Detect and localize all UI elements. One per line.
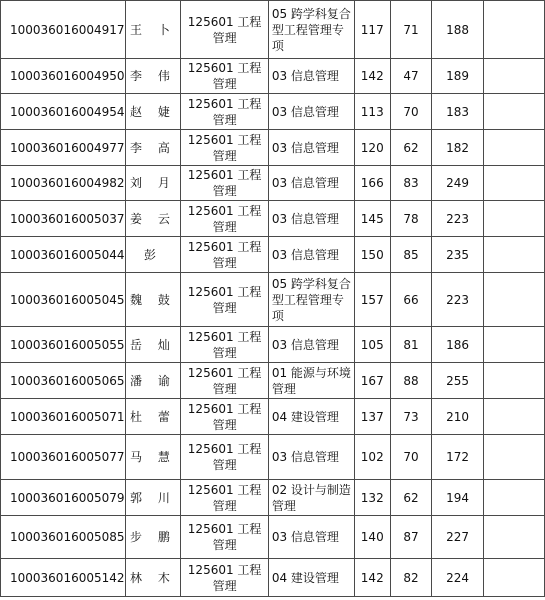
table-row (1, 480, 545, 516)
score-1: 167 (354, 363, 390, 399)
total-score: 189 (432, 59, 484, 94)
table-row (1, 399, 545, 435)
empty-cell (483, 201, 544, 237)
table-row (1, 130, 545, 166)
empty-cell (483, 399, 544, 435)
candidate-id: 100036016005079 (1, 480, 126, 516)
major: 125601 工程管理 (181, 327, 268, 363)
empty-cell (483, 1, 544, 59)
major: 125601 工程管理 (181, 166, 268, 201)
score-1: 157 (354, 273, 390, 327)
table-row (1, 516, 545, 559)
score-1: 166 (354, 166, 390, 201)
score-2: 62 (390, 130, 432, 166)
candidate-id: 100036016005044 (1, 237, 126, 273)
candidate-id: 100036016005085 (1, 516, 126, 559)
total-score: 183 (432, 94, 484, 130)
empty-cell (483, 166, 544, 201)
total-score: 223 (432, 201, 484, 237)
empty-cell (483, 480, 544, 516)
candidate-id: 100036016004917 (1, 1, 126, 59)
score-1: 132 (354, 480, 390, 516)
table-row (1, 559, 545, 597)
major: 125601 工程管理 (181, 273, 268, 327)
total-score: 172 (432, 435, 484, 480)
research-direction: 03 信息管理 (268, 435, 354, 480)
major: 125601 工程管理 (181, 1, 268, 59)
major: 125601 工程管理 (181, 480, 268, 516)
major: 125601 工程管理 (181, 435, 268, 480)
empty-cell (483, 559, 544, 597)
score-2: 81 (390, 327, 432, 363)
score-1: 102 (354, 435, 390, 480)
empty-cell (483, 363, 544, 399)
score-2: 66 (390, 273, 432, 327)
table-row (1, 273, 545, 327)
table-row (1, 363, 545, 399)
total-score: 188 (432, 1, 484, 59)
major: 125601 工程管理 (181, 130, 268, 166)
table-row (1, 327, 545, 363)
research-direction: 03 信息管理 (268, 201, 354, 237)
total-score: 223 (432, 273, 484, 327)
major: 125601 工程管理 (181, 399, 268, 435)
research-direction: 03 信息管理 (268, 59, 354, 94)
candidate-id: 100036016004954 (1, 94, 126, 130)
score-1: 142 (354, 559, 390, 597)
score-2: 85 (390, 237, 432, 273)
empty-cell (483, 130, 544, 166)
total-score: 249 (432, 166, 484, 201)
candidate-name: 岳 灿 (125, 327, 181, 363)
empty-cell (483, 273, 544, 327)
table-row (1, 59, 545, 94)
research-direction: 03 信息管理 (268, 94, 354, 130)
score-1: 137 (354, 399, 390, 435)
score-1: 140 (354, 516, 390, 559)
major: 125601 工程管理 (181, 237, 268, 273)
candidate-id: 100036016004982 (1, 166, 126, 201)
candidate-name: 姜 云 (125, 201, 181, 237)
candidate-name: 彭 (125, 237, 181, 273)
empty-cell (483, 516, 544, 559)
score-2: 70 (390, 94, 432, 130)
total-score: 235 (432, 237, 484, 273)
research-direction: 03 信息管理 (268, 516, 354, 559)
candidate-name: 潘 谕 (125, 363, 181, 399)
candidate-id: 100036016005077 (1, 435, 126, 480)
research-direction: 04 建设管理 (268, 559, 354, 597)
table-row (1, 237, 545, 273)
candidate-id: 100036016005065 (1, 363, 126, 399)
table-row (1, 94, 545, 130)
score-2: 87 (390, 516, 432, 559)
score-1: 117 (354, 1, 390, 59)
total-score: 194 (432, 480, 484, 516)
score-1: 145 (354, 201, 390, 237)
candidate-name: 步 鹏 (125, 516, 181, 559)
total-score: 255 (432, 363, 484, 399)
total-score: 210 (432, 399, 484, 435)
score-1: 105 (354, 327, 390, 363)
score-2: 62 (390, 480, 432, 516)
total-score: 182 (432, 130, 484, 166)
total-score: 224 (432, 559, 484, 597)
candidate-id: 100036016004950 (1, 59, 126, 94)
score-1: 142 (354, 59, 390, 94)
research-direction: 03 信息管理 (268, 166, 354, 201)
score-2: 71 (390, 1, 432, 59)
total-score: 186 (432, 327, 484, 363)
score-2: 73 (390, 399, 432, 435)
major: 125601 工程管理 (181, 201, 268, 237)
empty-cell (483, 237, 544, 273)
candidate-name: 刘 月 (125, 166, 181, 201)
major: 125601 工程管理 (181, 363, 268, 399)
score-2: 82 (390, 559, 432, 597)
empty-cell (483, 435, 544, 480)
empty-cell (483, 59, 544, 94)
candidate-name: 赵 婕 (125, 94, 181, 130)
research-direction: 04 建设管理 (268, 399, 354, 435)
table-row (1, 201, 545, 237)
candidate-id: 100036016005071 (1, 399, 126, 435)
score-2: 47 (390, 59, 432, 94)
research-direction: 05 跨学科复合型工程管理专项 (268, 1, 354, 59)
table-row (1, 435, 545, 480)
major: 125601 工程管理 (181, 59, 268, 94)
research-direction: 03 信息管理 (268, 130, 354, 166)
score-2: 88 (390, 363, 432, 399)
score-2: 83 (390, 166, 432, 201)
score-table-body (1, 1, 545, 597)
candidate-id: 100036016005055 (1, 327, 126, 363)
research-direction: 05 跨学科复合型工程管理专项 (268, 273, 354, 327)
candidate-name: 李 伟 (125, 59, 181, 94)
major: 125601 工程管理 (181, 94, 268, 130)
candidate-name: 马 慧 (125, 435, 181, 480)
score-1: 113 (354, 94, 390, 130)
candidate-id: 100036016005037 (1, 201, 126, 237)
candidate-name: 林 木 (125, 559, 181, 597)
table-row (1, 166, 545, 201)
research-direction: 02 设计与制造管理 (268, 480, 354, 516)
score-1: 120 (354, 130, 390, 166)
major: 125601 工程管理 (181, 516, 268, 559)
table-row (1, 1, 545, 59)
score-2: 70 (390, 435, 432, 480)
score-2: 78 (390, 201, 432, 237)
empty-cell (483, 94, 544, 130)
research-direction: 03 信息管理 (268, 327, 354, 363)
candidate-id: 100036016005142 (1, 559, 126, 597)
research-direction: 03 信息管理 (268, 237, 354, 273)
total-score: 227 (432, 516, 484, 559)
research-direction: 01 能源与环境管理 (268, 363, 354, 399)
major: 125601 工程管理 (181, 559, 268, 597)
score-1: 150 (354, 237, 390, 273)
empty-cell (483, 327, 544, 363)
candidate-name: 王 卜 (125, 1, 181, 59)
candidate-name: 郭 川 (125, 480, 181, 516)
candidate-name: 李 高 (125, 130, 181, 166)
candidate-name: 魏 鼓 (125, 273, 181, 327)
candidate-id: 100036016004977 (1, 130, 126, 166)
candidate-name: 杜 蕾 (125, 399, 181, 435)
candidate-id: 100036016005045 (1, 273, 126, 327)
